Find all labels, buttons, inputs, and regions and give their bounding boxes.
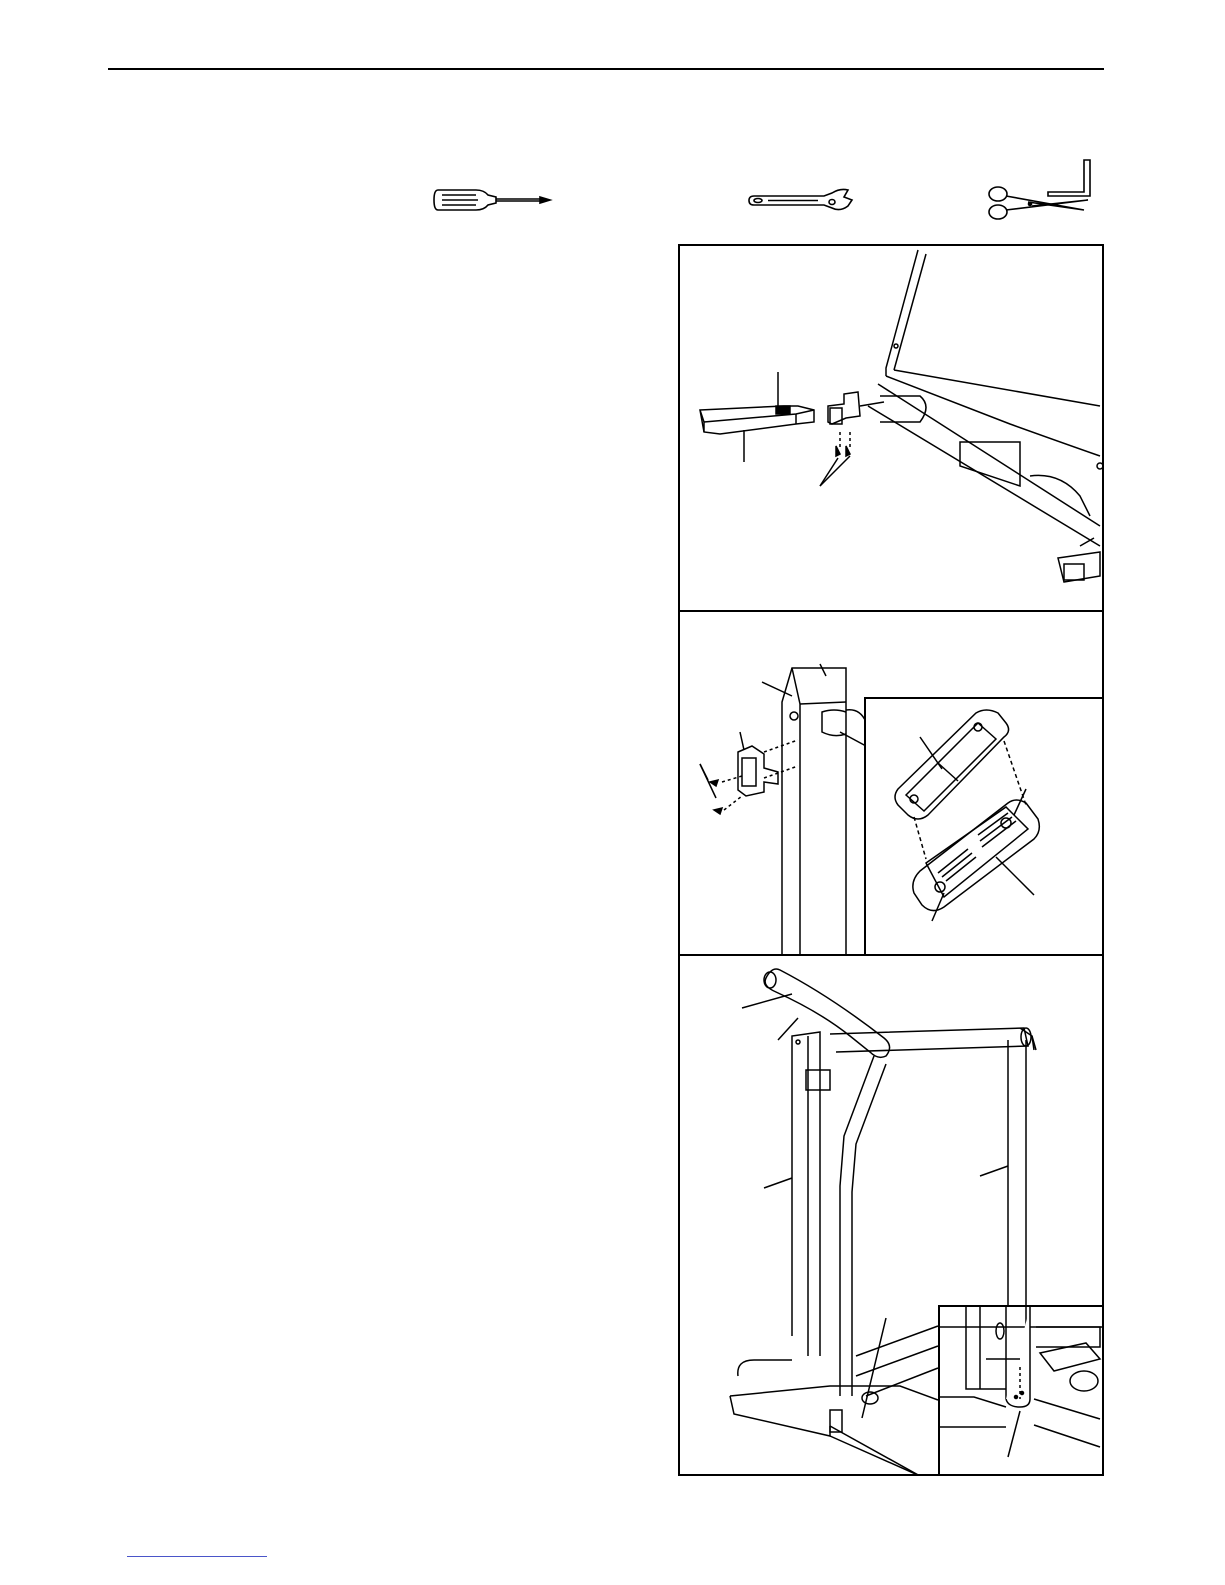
footer-link-underline[interactable] — [127, 1555, 267, 1557]
figure-2-inset-drawing — [866, 699, 1102, 954]
figure-3-inset — [938, 1305, 1104, 1476]
figure-3-inset-drawing — [940, 1307, 1102, 1474]
phillips-screwdriver-icon — [432, 186, 556, 214]
figure-1 — [678, 244, 1104, 612]
scissors-and-hex-key-icon — [984, 156, 1096, 222]
adjustable-wrench-icon — [748, 188, 860, 214]
figure-1-drawing — [680, 246, 1102, 610]
figure-2-inset — [864, 697, 1104, 956]
header-rule — [108, 68, 1104, 70]
